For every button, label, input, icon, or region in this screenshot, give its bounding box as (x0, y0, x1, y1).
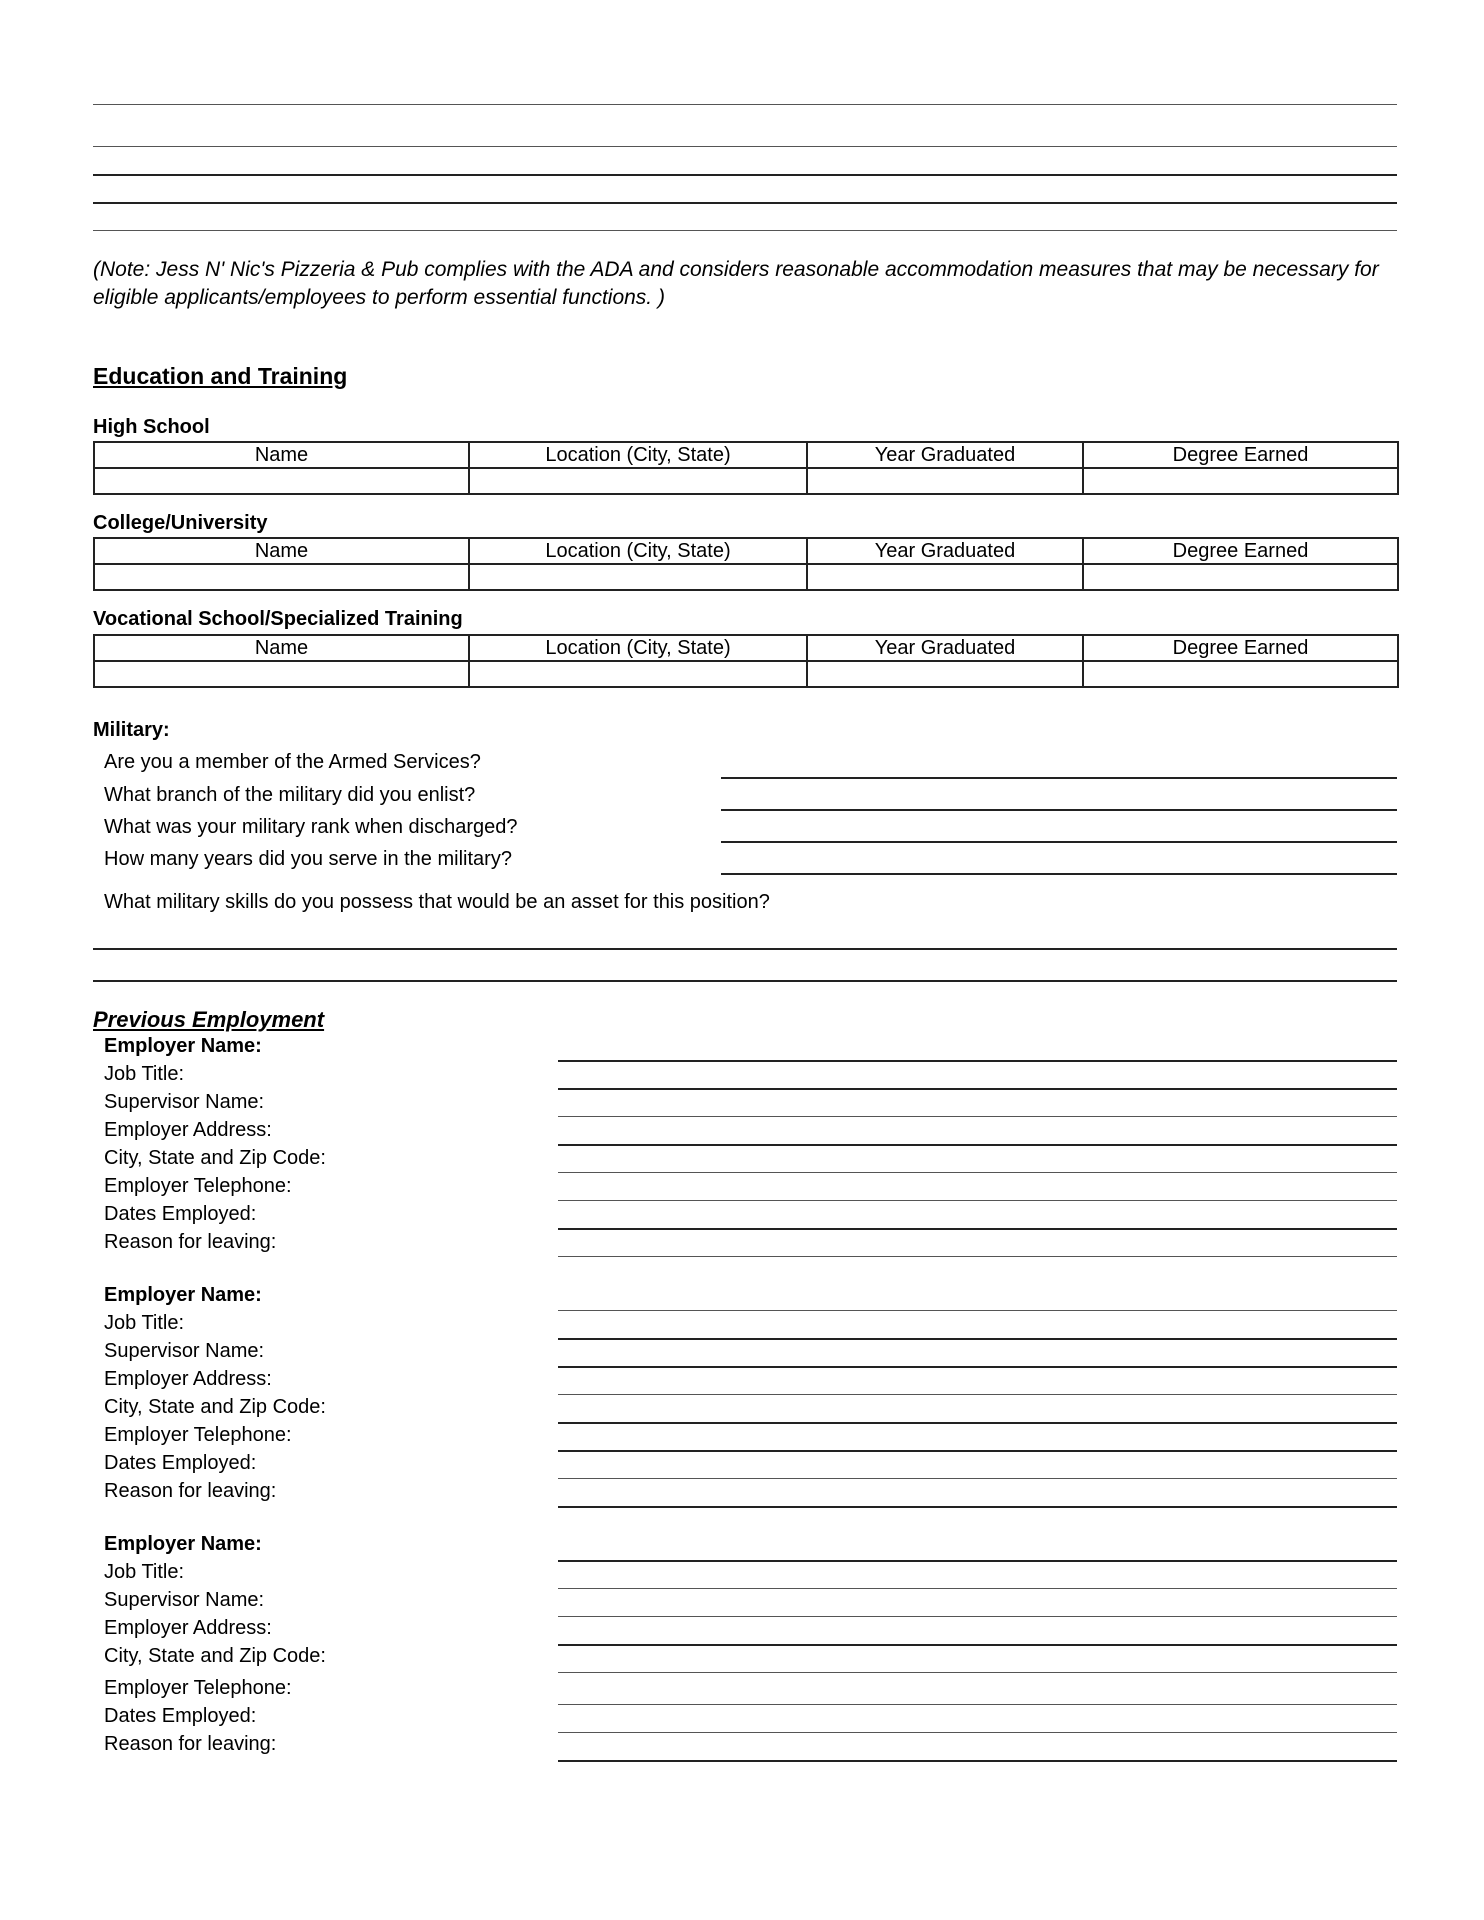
blank-line-1[interactable] (93, 104, 1397, 105)
header-year: Year Graduated (807, 635, 1083, 661)
header-location: Location (City, State) (469, 635, 807, 661)
employer-answer-line[interactable] (558, 1760, 1397, 1762)
header-year: Year Graduated (807, 442, 1083, 468)
employer-name-label: Employer Name: (104, 1035, 262, 1057)
employer-answer-line[interactable] (558, 1310, 1397, 1311)
input-cell[interactable] (94, 661, 469, 687)
header-name: Name (94, 635, 469, 661)
high-school-table (93, 441, 1399, 495)
ada-note: (Note: Jess N' Nic's Pizzeria & Pub complies with the ADA and considers reasonable accommodation measures that may be necessary for eligible applicants/employees to perform essential functions. ) (93, 258, 1379, 309)
input-cell[interactable] (1083, 468, 1398, 494)
employer-answer-line[interactable] (558, 1366, 1397, 1368)
supervisor-name-label: Supervisor Name: (104, 1340, 265, 1362)
dates-employed-label: Dates Employed: (104, 1705, 257, 1727)
input-cell[interactable] (1083, 661, 1398, 687)
input-cell[interactable] (807, 661, 1083, 687)
military-question: Are you a member of the Armed Services? (104, 751, 481, 773)
employer-address-label: Employer Address: (104, 1368, 272, 1390)
employer-answer-line[interactable] (558, 1672, 1397, 1673)
vocational-label: Vocational School/Specialized Training (93, 608, 463, 630)
header-name: Name (94, 538, 469, 564)
supervisor-name-label: Supervisor Name: (104, 1091, 265, 1113)
employer-answer-line[interactable] (558, 1200, 1397, 1201)
military-answer-line[interactable] (721, 873, 1397, 875)
employer-answer-line[interactable] (558, 1228, 1397, 1230)
employer-telephone-label: Employer Telephone: (104, 1424, 292, 1446)
header-name: Name (94, 442, 469, 468)
military-title: Military: (93, 719, 170, 741)
blank-line-5[interactable] (93, 230, 1397, 231)
employer-answer-line[interactable] (558, 1478, 1397, 1479)
employer-answer-line[interactable] (558, 1172, 1397, 1173)
employer-answer-line[interactable] (558, 1256, 1397, 1257)
job-title-label: Job Title: (104, 1063, 185, 1085)
employer-answer-line[interactable] (558, 1144, 1397, 1146)
blank-line-4[interactable] (93, 202, 1397, 204)
header-degree: Degree Earned (1083, 538, 1398, 564)
employer-answer-line[interactable] (558, 1588, 1397, 1589)
employer-answer-line[interactable] (558, 1088, 1397, 1090)
table-header-row (94, 635, 1398, 661)
input-cell[interactable] (469, 468, 807, 494)
employer-answer-line[interactable] (558, 1338, 1397, 1340)
table-row (94, 468, 1398, 494)
table-row (94, 661, 1398, 687)
blank-line-2[interactable] (93, 146, 1397, 147)
header-location: Location (City, State) (469, 442, 807, 468)
input-cell[interactable] (469, 564, 807, 590)
city-state-zip-label: City, State and Zip Code: (104, 1147, 326, 1169)
input-cell[interactable] (94, 564, 469, 590)
table-header-row (94, 538, 1398, 564)
employer-answer-line[interactable] (558, 1422, 1397, 1424)
employer-telephone-label: Employer Telephone: (104, 1677, 292, 1699)
input-cell[interactable] (469, 661, 807, 687)
job-title-label: Job Title: (104, 1561, 185, 1583)
military-answer-line[interactable] (721, 777, 1397, 779)
job-title-label: Job Title: (104, 1312, 185, 1334)
header-year: Year Graduated (807, 538, 1083, 564)
military-answer-line[interactable] (721, 841, 1397, 843)
dates-employed-label: Dates Employed: (104, 1203, 257, 1225)
employer-address-label: Employer Address: (104, 1119, 272, 1141)
blank-line-3[interactable] (93, 174, 1397, 176)
reason-for-leaving-label: Reason for leaving: (104, 1733, 277, 1755)
employer-answer-line[interactable] (558, 1060, 1397, 1062)
header-location: Location (City, State) (469, 538, 807, 564)
employer-address-label: Employer Address: (104, 1617, 272, 1639)
employer-name-label: Employer Name: (104, 1533, 262, 1555)
military-answer-line[interactable] (721, 809, 1397, 811)
dates-employed-label: Dates Employed: (104, 1452, 257, 1474)
input-cell[interactable] (94, 468, 469, 494)
employer-answer-line[interactable] (558, 1450, 1397, 1452)
city-state-zip-label: City, State and Zip Code: (104, 1396, 326, 1418)
employer-answer-line[interactable] (558, 1560, 1397, 1562)
table-row (94, 564, 1398, 590)
city-state-zip-label: City, State and Zip Code: (104, 1645, 326, 1667)
high-school-label: High School (93, 416, 210, 438)
input-cell[interactable] (807, 564, 1083, 590)
input-cell[interactable] (807, 468, 1083, 494)
employment-title: Previous Employment (93, 1007, 325, 1032)
military-question: What was your military rank when discharged? (104, 816, 518, 838)
employer-answer-line[interactable] (558, 1704, 1397, 1705)
vocational-table (93, 634, 1399, 688)
education-title: Education and Training (93, 363, 348, 389)
employer-answer-line[interactable] (558, 1394, 1397, 1395)
employer-name-label: Employer Name: (104, 1284, 262, 1306)
college-table (93, 537, 1399, 591)
header-degree: Degree Earned (1083, 442, 1398, 468)
reason-for-leaving-label: Reason for leaving: (104, 1480, 277, 1502)
employer-answer-line[interactable] (558, 1116, 1397, 1117)
employer-answer-line[interactable] (558, 1616, 1397, 1617)
skills-answer-line-1[interactable] (93, 948, 1397, 950)
college-label: College/University (93, 512, 268, 534)
employer-answer-line[interactable] (558, 1506, 1397, 1508)
military-skills-question: What military skills do you possess that would be an asset for this position? (104, 891, 770, 913)
reason-for-leaving-label: Reason for leaving: (104, 1231, 277, 1253)
skills-answer-line-2[interactable] (93, 980, 1397, 982)
input-cell[interactable] (1083, 564, 1398, 590)
employer-answer-line[interactable] (558, 1644, 1397, 1646)
military-question: What branch of the military did you enlist? (104, 784, 476, 806)
table-header-row (94, 442, 1398, 468)
employer-telephone-label: Employer Telephone: (104, 1175, 292, 1197)
supervisor-name-label: Supervisor Name: (104, 1589, 265, 1611)
header-degree: Degree Earned (1083, 635, 1398, 661)
military-question: How many years did you serve in the military? (104, 848, 512, 870)
employer-answer-line[interactable] (558, 1732, 1397, 1733)
